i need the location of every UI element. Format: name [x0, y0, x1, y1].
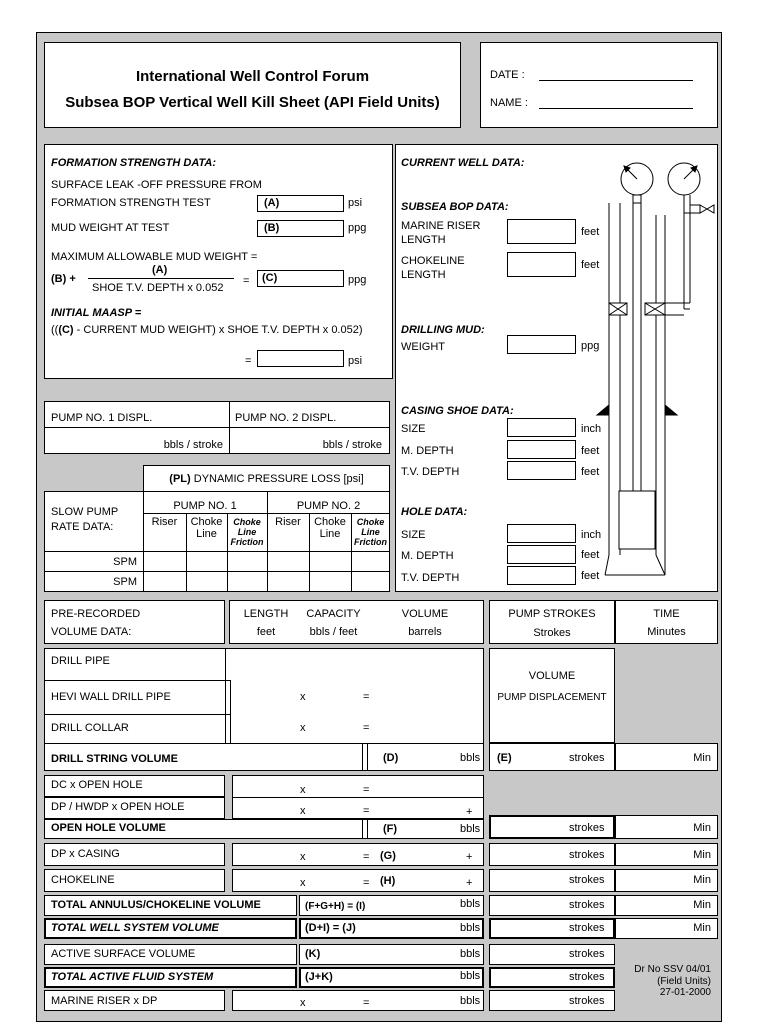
- mrdp-x: x: [300, 997, 306, 1009]
- pre-recorded-label-2: VOLUME DATA:: [51, 626, 132, 638]
- dpoh-plus: +: [466, 806, 473, 818]
- twsv-bbls: bbls: [460, 922, 481, 934]
- dpc-eq: =: [363, 851, 370, 863]
- pump-strokes-unit: Strokes: [533, 627, 571, 639]
- hwdp-x: x: [300, 691, 306, 703]
- drill-collar-label: DRILL COLLAR: [51, 722, 129, 734]
- subsea-bop-heading: SUBSEA BOP DATA:: [401, 201, 509, 213]
- label-fghi: (F+G+H) = (I): [305, 901, 366, 912]
- twsv-strokes: strokes: [569, 922, 605, 934]
- dsv-strokes: strokes: [569, 752, 605, 764]
- hole-data-heading: HOLE DATA:: [401, 506, 468, 518]
- casing-mdepth-field[interactable]: [507, 440, 576, 459]
- pump-2-displ-label: PUMP NO. 2 DISPL.: [235, 412, 337, 424]
- dcoh-x: x: [300, 784, 306, 796]
- unit-ppg-mud: ppg: [581, 340, 600, 352]
- choke-friction-1-header: Choke Line Friction: [230, 517, 264, 547]
- hwdp-eq: =: [363, 691, 370, 703]
- casing-tvdepth-label: T.V. DEPTH: [401, 466, 460, 478]
- cl-strokes: strokes: [569, 874, 605, 886]
- maasp-field[interactable]: [257, 350, 344, 367]
- label-dij: (D+I) = (J): [305, 922, 356, 934]
- date-name-box: [480, 42, 718, 128]
- time-unit: Minutes: [647, 626, 686, 638]
- hole-mdepth-label: M. DEPTH: [401, 550, 454, 562]
- mrdp-strokes: strokes: [569, 995, 605, 1007]
- active-surface-calc-box: [299, 944, 484, 965]
- fraction-numerator: (A): [152, 264, 168, 276]
- choke-valve-icon: [700, 205, 714, 213]
- cl-plus: +: [466, 877, 473, 889]
- dc-eq: =: [363, 722, 370, 734]
- hole-mdepth-field[interactable]: [507, 545, 576, 564]
- open-hole-volume-label: OPEN HOLE VOLUME: [51, 822, 166, 834]
- total-well-label: TOTAL WELL SYSTEM VOLUME: [51, 922, 219, 934]
- tafs-strokes: strokes: [569, 971, 605, 983]
- asv-bbls: bbls: [460, 948, 481, 960]
- label-a: (A): [264, 197, 280, 209]
- dpc-min: Min: [693, 849, 711, 861]
- active-surface-label: ACTIVE SURFACE VOLUME: [51, 948, 196, 960]
- capacity-header: CAPACITY: [306, 608, 361, 620]
- label-c: (C): [262, 272, 278, 284]
- volume-over-label: VOLUME: [528, 670, 576, 682]
- tac-bbls: bbls: [460, 898, 481, 910]
- drilling-mud-heading: DRILLING MUD:: [401, 324, 485, 336]
- pump-1-displ-unit[interactable]: bbls / stroke: [163, 439, 223, 451]
- dpoh-x: x: [300, 805, 306, 817]
- unit-psi-2: psi: [348, 355, 363, 367]
- fraction-bar: [88, 278, 234, 279]
- dpc-plus: +: [466, 851, 473, 863]
- mrdp-bbls: bbls: [460, 995, 481, 1007]
- label-jk: (J+K): [305, 971, 333, 983]
- label-k: (K): [305, 948, 321, 960]
- doc-ref-2: (Field Units): [657, 976, 711, 987]
- label-b: (B): [264, 222, 280, 234]
- pump-2-displ-unit[interactable]: bbls / stroke: [322, 439, 382, 451]
- pump-no-1-header: PUMP NO. 1: [173, 500, 237, 512]
- label-e: (E): [497, 752, 512, 764]
- total-active-label: TOTAL ACTIVE FLUID SYSTEM: [51, 971, 214, 983]
- choke-1-header: Choke Line: [190, 516, 223, 540]
- pump-strokes-header: PUMP STROKES: [508, 608, 596, 620]
- volume-unit: barrels: [408, 626, 442, 638]
- label-b-plus: (B) +: [51, 273, 76, 285]
- dp-open-hole-label: DP / HWDP x OPEN HOLE: [51, 801, 185, 813]
- current-well-heading: CURRENT WELL DATA:: [401, 157, 525, 169]
- hole-tvdepth-field[interactable]: [507, 566, 576, 585]
- title-line-1: International Well Control Forum: [135, 68, 370, 85]
- unit-ppg-1: ppg: [348, 222, 367, 234]
- formation-heading: FORMATION STRENGTH DATA:: [51, 157, 216, 169]
- ohv-strokes: strokes: [569, 822, 605, 834]
- tafs-bbls: bbls: [460, 970, 481, 982]
- ohv-min: Min: [693, 822, 711, 834]
- pump-displacement-label: PUMP DISPLACEMENT: [497, 692, 607, 703]
- length-unit: feet: [256, 626, 276, 638]
- chokeline-calc-box: [232, 869, 484, 892]
- riser-length-label: MARINE RISER LENGTH: [401, 220, 481, 246]
- pl-title: (PL) DYNAMIC PRESSURE LOSS [psi]: [169, 473, 364, 485]
- dcoh-eq: =: [363, 784, 370, 796]
- maasp-formula: (((C) - CURRENT MUD WEIGHT) x SHOE T.V. DEPTH x 0.052): [51, 324, 363, 336]
- hole-size-label: SIZE: [401, 529, 426, 541]
- fraction-denominator: SHOE T.V. DEPTH x 0.052: [92, 282, 224, 294]
- hole-tvdepth-label: T.V. DEPTH: [401, 572, 460, 584]
- tac-min: Min: [693, 899, 711, 911]
- label-d: (D): [383, 752, 399, 764]
- drill-pipe-label: DRILL PIPE: [51, 655, 110, 667]
- casing-size-field[interactable]: [507, 418, 576, 437]
- marine-riser-calc-box: [232, 990, 484, 1011]
- mrdp-eq: =: [363, 997, 370, 1009]
- date-label: DATE :: [490, 69, 525, 81]
- pump-1-displ-label: PUMP NO. 1 DISPL.: [51, 412, 153, 424]
- equals-c: =: [243, 275, 250, 287]
- casing-size-label: SIZE: [401, 423, 426, 435]
- unit-feet-hole-md: feet: [581, 549, 600, 561]
- maasp-heading: INITIAL MAASP =: [51, 307, 142, 319]
- choke-2-header: Choke Line: [314, 516, 346, 540]
- time-header: TIME: [653, 608, 680, 620]
- hwdp-label: HEVI WALL DRILL PIPE: [51, 691, 171, 703]
- cl-x: x: [300, 877, 306, 889]
- formation-line-2: FORMATION STRENGTH TEST: [51, 197, 211, 209]
- doc-ref-1: Dr No SSV 04/01: [634, 964, 711, 975]
- twsv-min: Min: [693, 922, 711, 934]
- riser-length-field[interactable]: [507, 219, 576, 244]
- label-g: (G): [380, 850, 396, 862]
- cl-min: Min: [693, 874, 711, 886]
- date-field[interactable]: [539, 80, 693, 81]
- capacity-unit: bbls / feet: [309, 626, 358, 638]
- name-label: NAME :: [490, 97, 528, 109]
- slow-pump-label-2: RATE DATA:: [51, 521, 114, 533]
- mud-weight-label: WEIGHT: [401, 341, 445, 353]
- unit-feet-riser: feet: [581, 226, 600, 238]
- dpc-strokes: strokes: [569, 849, 605, 861]
- unit-psi-1: psi: [348, 197, 363, 209]
- doc-ref-3: 27-01-2000: [659, 987, 711, 998]
- total-annulus-label: TOTAL ANNULUS/CHOKELINE VOLUME: [51, 899, 261, 911]
- mud-weight-field[interactable]: [507, 335, 576, 354]
- unit-inch-hole: inch: [581, 529, 602, 541]
- chokeline-length-label: CHOKELINE LENGTH: [401, 255, 465, 281]
- unit-feet-hole-tvd: feet: [581, 570, 600, 582]
- tac-strokes: strokes: [569, 899, 605, 911]
- unit-feet-casing-md: feet: [581, 445, 600, 457]
- casing-tvdepth-field[interactable]: [507, 461, 576, 480]
- name-field[interactable]: [539, 108, 693, 109]
- cl-eq: =: [363, 877, 370, 889]
- dsv-min: Min: [693, 752, 711, 764]
- riser-1-header: Riser: [151, 516, 178, 528]
- slow-pump-label-1: SLOW PUMP: [51, 506, 119, 518]
- spm-row-1: SPM: [113, 556, 137, 568]
- formation-line-3: MUD WEIGHT AT TEST: [51, 222, 170, 234]
- formation-line-4: MAXIMUM ALLOWABLE MUD WEIGHT =: [51, 251, 258, 263]
- label-f: (F): [383, 823, 398, 835]
- riser-2-header: Riser: [275, 516, 301, 528]
- pre-recorded-label-1: PRE-RECORDED: [51, 608, 141, 620]
- hole-size-field[interactable]: [507, 524, 576, 543]
- dp-casing-calc-box: [232, 843, 484, 866]
- drill-string-volume-label: DRILL STRING VOLUME: [51, 753, 178, 765]
- casing-shoe-right-icon: [665, 405, 677, 415]
- title-line-2: Subsea BOP Vertical Well Kill Sheet (API Field Units): [65, 94, 440, 111]
- dc-open-hole-label: DC x OPEN HOLE: [51, 779, 143, 791]
- casing-shoe-left-icon: [597, 405, 609, 415]
- unit-feet-chokeline: feet: [581, 259, 600, 271]
- unit-feet-casing-tvd: feet: [581, 466, 600, 478]
- chokeline-length-field[interactable]: [507, 252, 576, 277]
- length-header: LENGTH: [243, 608, 289, 620]
- ohv-bbls: bbls: [460, 823, 481, 835]
- casing-mdepth-label: M. DEPTH: [401, 445, 454, 457]
- well-schematic-diagram: [595, 155, 720, 587]
- asv-strokes: strokes: [569, 948, 605, 960]
- formation-line-1: SURFACE LEAK -OFF PRESSURE FROM: [51, 179, 262, 191]
- label-h: (H): [380, 875, 396, 887]
- spm-row-2: SPM: [113, 576, 137, 588]
- dp-casing-label: DP x CASING: [51, 848, 120, 860]
- marine-riser-dp-label: MARINE RISER x DP: [51, 995, 158, 1007]
- casing-shoe-heading: CASING SHOE DATA:: [401, 405, 514, 417]
- volume-header: VOLUME: [401, 608, 449, 620]
- equals-maasp: =: [245, 355, 252, 367]
- dpoh-eq: =: [363, 805, 370, 817]
- dc-x: x: [300, 722, 306, 734]
- unit-inch-casing: inch: [581, 423, 602, 435]
- title-box: [44, 42, 461, 128]
- chokeline-label: CHOKELINE: [51, 874, 115, 886]
- unit-ppg-2: ppg: [348, 274, 367, 286]
- dsv-bbls: bbls: [460, 752, 481, 764]
- choke-friction-2-header: Choke Line Friction: [354, 517, 387, 547]
- pump-no-2-header: PUMP NO. 2: [296, 500, 361, 512]
- dpc-x: x: [300, 851, 306, 863]
